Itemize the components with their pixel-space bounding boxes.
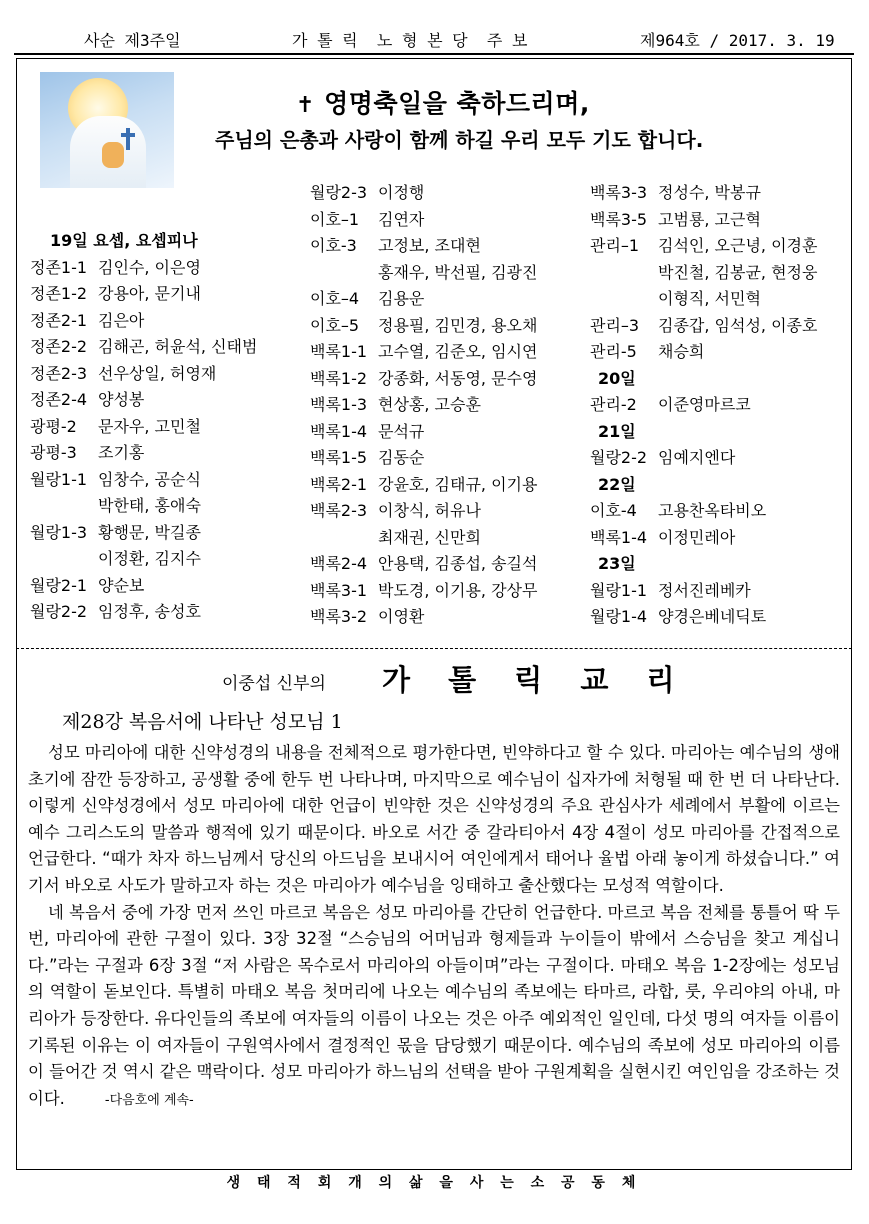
group-label: 이호–4 (310, 289, 360, 308)
member-names: 이정환, 김지수 (98, 549, 201, 568)
name-row (310, 313, 537, 336)
group-label: 월랑2-1 (30, 575, 88, 595)
name-row (310, 180, 424, 203)
member-names: 김석인, 오근녕, 이경훈 (658, 236, 818, 255)
feast-day-heading: 22일 (598, 474, 636, 494)
member-names: 강윤호, 김태규, 이기용 (378, 474, 538, 494)
group-label: 월랑1-1 (590, 580, 648, 600)
member-names: 이형직, 서민혁 (658, 289, 761, 308)
name-row (310, 260, 537, 283)
name-row (310, 445, 424, 468)
name-row (30, 599, 201, 622)
name-row (590, 339, 704, 362)
name-row (310, 286, 424, 309)
name-row (590, 207, 761, 230)
name-row (30, 493, 201, 516)
member-names: 이영환 (378, 607, 425, 626)
member-names: 정성수, 박봉규 (658, 183, 761, 202)
member-names: 최재권, 신만희 (378, 527, 481, 547)
member-names: 홍재우, 박선필, 김광진 (378, 262, 538, 282)
member-names: 고정보, 조대현 (378, 236, 481, 255)
member-names: 김용운 (378, 289, 425, 308)
group-label: 백록1-4 (590, 527, 648, 547)
section-divider (16, 648, 852, 649)
group-label: 정존2-3 (30, 363, 88, 383)
name-row (30, 334, 257, 357)
name-row (30, 414, 201, 437)
member-names: 선우상일, 허영재 (98, 363, 217, 383)
footer-motto: 생 태 적 회 개 의 삶 을 사 는 소 공 동 체 (226, 1175, 642, 1191)
doctrine-title: 가 톨 릭 교 리 (382, 663, 689, 697)
name-row (590, 180, 761, 203)
group-label: 이호–1 (310, 209, 360, 229)
continued-note: -다음호에 계속- (104, 1092, 194, 1108)
member-names: 정용필, 김민경, 용오채 (378, 315, 538, 335)
name-row (590, 313, 817, 336)
group-label: 백록2-1 (310, 474, 368, 494)
group-label: 백록2-3 (310, 501, 368, 520)
member-names: 박진철, 김봉균, 현정웅 (658, 262, 818, 282)
doctrine-author: 이중섭 신부의 (222, 674, 326, 694)
name-row (30, 440, 144, 463)
member-names: 황행문, 박길종 (98, 522, 201, 542)
group-label: 백록2-4 (310, 554, 368, 573)
member-names: 김인수, 이은영 (98, 257, 201, 277)
group-label: 정존1-1 (30, 257, 88, 277)
member-names: 김동순 (378, 448, 425, 467)
name-row (310, 392, 481, 415)
member-names: 김종갑, 임석성, 이종호 (658, 315, 818, 335)
saint-image (40, 72, 174, 188)
paragraph-1: 성모 마리아에 대한 신약성경의 내용을 전체적으로 평가한다면, 빈약하다고 할 수 있다. 마리아는 예수님의 생애 초기에 잠깐 등장하고, 공생활 중에 한두 번 나타나며, 마지막으로 예수님이 십자가에 처형될 때 한 번 더 나타난다. 이렇게 신약성경에서 성모 마리아에 대한 언급이 빈약한 것은 신약성경의 주요 관심사가 세례에서 부활에 이르는 예수 그리스도의 말씀과 행적에 있기 때문이다. 바오로 서간 중 갈라티아서 4장 4절이 성모 마리아를 간접적으로 언급한다. “때가 차자 하느님께서 당신의 아드님을 보내시어 여인에게서 태어나 율법 아래 놓이게 하셨습니다.” 여기서 바오로 사도가 말하고자 하는 것은 마리아가 예수님을 잉태하고 출산했다는 모성적 역할이다. (28, 743, 840, 895)
name-row (590, 445, 735, 468)
name-row (30, 308, 144, 331)
cross-icon: ✝ (296, 93, 315, 118)
group-label: 이호-3 (310, 236, 357, 255)
member-names: 임창수, 공순식 (98, 469, 201, 489)
lesson-title: 제28강 복음서에 나타난 성모님 1 (62, 711, 343, 733)
header-rule (14, 53, 854, 55)
group-label: 월랑1-1 (30, 469, 88, 489)
feast-day-heading: 21일 (598, 421, 636, 441)
member-names: 안용택, 김종섭, 송길석 (378, 554, 538, 573)
name-row (310, 419, 424, 442)
member-names: 김해곤, 허윤석, 신태범 (98, 337, 258, 356)
name-row (30, 387, 144, 410)
group-label: 백록1-2 (310, 368, 368, 388)
member-names: 양경은베네딕토 (658, 607, 767, 626)
name-row (310, 578, 537, 601)
group-label: 월랑2-2 (590, 448, 648, 467)
member-names: 이창식, 허유나 (378, 501, 481, 520)
name-row (310, 498, 481, 521)
group-label: 백록1-1 (310, 342, 368, 361)
member-names: 강용아, 문기내 (98, 284, 201, 303)
greeting-subtitle: 주님의 은총과 사랑이 함께 하길 우리 모두 기도 합니다. (215, 128, 704, 152)
name-row (30, 467, 201, 490)
name-row (310, 472, 537, 495)
member-names: 양순보 (98, 575, 145, 595)
name-row (590, 260, 817, 283)
name-row (30, 520, 201, 543)
name-row (310, 551, 537, 574)
member-names: 박한태, 홍애숙 (98, 496, 201, 515)
doctrine-body (28, 740, 840, 1114)
member-names: 고범룡, 고근혁 (658, 209, 761, 229)
name-row (590, 604, 766, 627)
feast-day-heading: 20일 (598, 368, 636, 388)
name-row (590, 286, 761, 309)
name-row (310, 339, 537, 362)
member-names: 정서진레베카 (658, 580, 751, 600)
name-row (310, 233, 481, 256)
member-names: 고수열, 김준오, 임시연 (378, 342, 538, 361)
member-names: 조기홍 (98, 443, 145, 462)
name-row (590, 392, 751, 415)
group-label: 월랑2-2 (30, 602, 88, 621)
group-label: 월랑1-4 (590, 607, 648, 626)
group-label: 광평-3 (30, 443, 77, 462)
feast-day-heading: 23일 (598, 554, 636, 573)
group-label: 백록1-5 (310, 448, 368, 467)
member-names: 임정후, 송성호 (98, 602, 201, 621)
member-names: 강종화, 서동영, 문수영 (378, 368, 538, 388)
member-names: 이정민레아 (658, 527, 736, 547)
group-label: 광평-2 (30, 416, 77, 436)
name-row (590, 498, 766, 521)
group-label: 백록3-3 (590, 183, 648, 202)
name-row (310, 604, 424, 627)
group-label: 정존2-4 (30, 390, 88, 409)
paragraph-2: 네 복음서 중에 가장 먼저 쓰인 마르코 복음은 성모 마리아를 간단히 언급한다. 마르코 복음 전체를 통틀어 딱 두 번, 마리아에 관한 구절이 있다. 3장 32절 “스승님의 어머님과 형제들과 누이들이 밖에서 스승님을 찾고 계십니다.”라는 구절과 6장 3절 “저 사람은 목수로서 마리아의 아들이며”라는 구절이다. 마태오 복음 1-2장에는 성모님의 역할이 돋보인다. 특별히 마태오 복음 첫머리에 나오는 예수님의 족보에는 타마르, 라합, 룻, 우리야의 아내, 마리아가 등장한다. 유다인들의 족보에 여자들의 이름이 나오는 것은 아주 예외적인 일인데, 다섯 명의 여자들 이름이 기록된 이유는 이 여자들이 구원역사에서 결정적인 몫을 담당했기 때문이다. 예수님의 족보에 성모 마리아의 이름이 들어간 것 역시 같은 맥락이다. 성모 마리아가 하느님의 선택을 받아 구원계획을 실현시킨 여인임을 강조하는 것이다. -다음호에 계속- (28, 902, 840, 1108)
header-issue: 제964호 / 2017. 3. 19 (640, 31, 835, 50)
name-row (30, 361, 216, 384)
group-label: 백록1-4 (310, 421, 368, 441)
name-row (590, 233, 817, 256)
name-row (590, 578, 751, 601)
group-label: 정존2-1 (30, 310, 88, 330)
group-label: 백록3-1 (310, 580, 368, 600)
header-week: 사순 제3주일 (84, 31, 181, 50)
name-row (590, 525, 735, 548)
group-label: 월랑2-3 (310, 183, 368, 202)
group-label: 정존2-2 (30, 337, 88, 356)
name-row (30, 573, 144, 596)
member-names: 현상홍, 고승훈 (378, 395, 481, 414)
member-names: 문자우, 고민철 (98, 416, 201, 436)
name-row (310, 366, 537, 389)
name-row (30, 255, 201, 278)
group-label: 백록1-3 (310, 395, 368, 414)
member-names: 이정행 (378, 183, 425, 202)
group-label: 관리-5 (590, 342, 637, 361)
member-names: 채승희 (658, 342, 705, 361)
member-names: 김은아 (98, 310, 145, 330)
name-row (310, 525, 481, 548)
name-row (310, 207, 424, 230)
group-label: 백록3-2 (310, 607, 368, 626)
member-names: 고용찬옥타비오 (658, 501, 767, 520)
group-label: 관리–3 (590, 315, 640, 335)
group-label: 이호-4 (590, 501, 637, 520)
group-label: 월랑1-3 (30, 522, 88, 542)
greeting-title: ✝ 영명축일을 축하드리며, (296, 89, 590, 118)
name-row (30, 281, 201, 304)
group-label: 관리–1 (590, 236, 640, 255)
group-label: 정존1-2 (30, 284, 88, 303)
group-label: 관리-2 (590, 395, 637, 414)
header-name: 가 톨 릭 노 형 본 당 주 보 (292, 31, 528, 50)
group-label: 이호–5 (310, 315, 360, 335)
member-names: 이준영마르코 (658, 395, 751, 414)
member-names: 김연자 (378, 209, 425, 229)
member-names: 박도경, 이기용, 강상무 (378, 580, 538, 600)
feast-day-heading: 19일 요셉, 요셉피나 (50, 231, 198, 250)
name-row (30, 546, 201, 569)
member-names: 임예지엔다 (658, 448, 736, 467)
member-names: 양성봉 (98, 390, 145, 409)
member-names: 문석규 (378, 421, 425, 441)
group-label: 백록3-5 (590, 209, 648, 229)
